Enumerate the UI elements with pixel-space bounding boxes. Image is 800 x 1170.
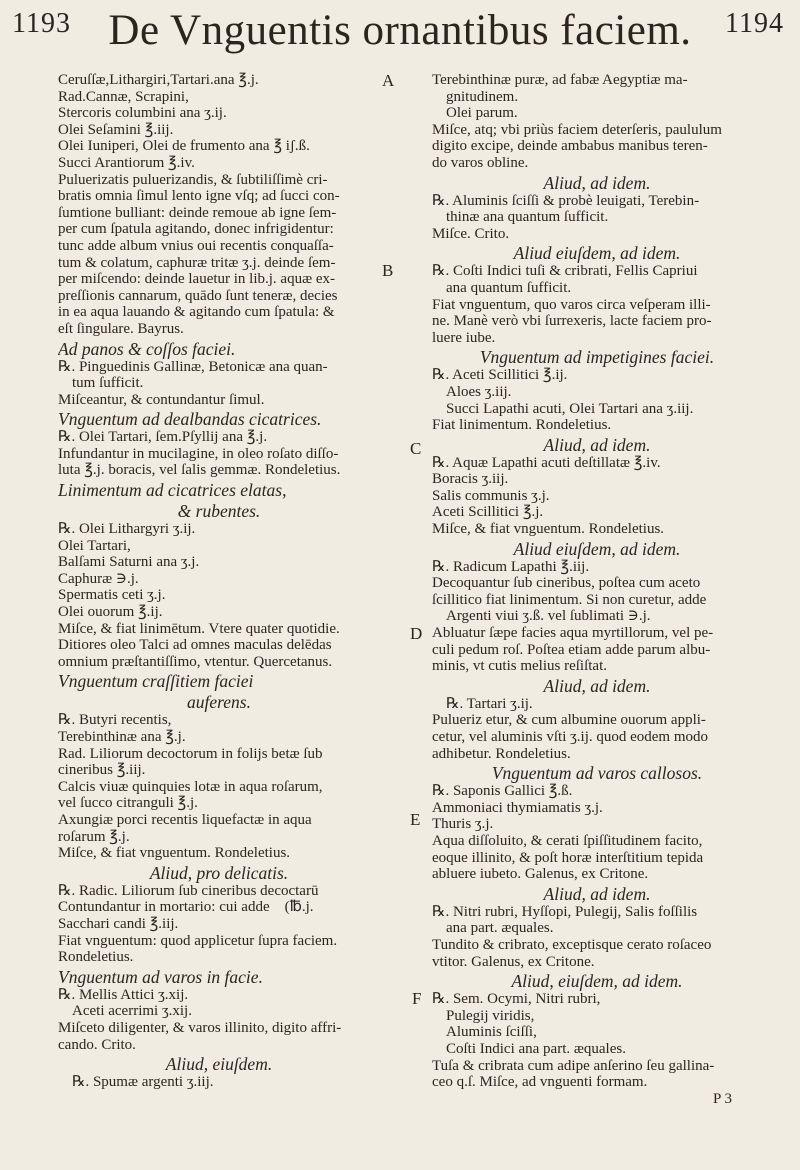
right-text-line: do varos obline. (432, 154, 529, 171)
right-text-line: ℞. Tartari ʒ.ij. (446, 695, 533, 712)
left-text-line: in ea aqua lauando & agitando cum ſpatula: & (58, 304, 335, 321)
left-text-line: Stercoris columbini ana ʒ.ij. (58, 105, 227, 122)
right-text-line: Aceti Scillitici ℥.j. (432, 504, 544, 521)
right-recipe-heading: Vnguentum ad impetigines faciei. (479, 347, 715, 368)
right-text-line: digito excipe, deinde ambabus manibus teren- (432, 138, 708, 155)
right-text-line: thinæ ana quantum ſufficit. (446, 209, 609, 226)
right-text-line: Abluatur ſæpe facies aqua myrtillorum, vel pe- (432, 625, 714, 642)
right-recipe-heading: Vnguentum ad varos callosos. (491, 763, 703, 784)
right-recipe-heading: Aliud, ad idem. (543, 675, 651, 696)
right-text-line: Pulueriz etur, & cum albumine ouorum appli- (432, 712, 706, 729)
left-text-line: luta ℥.j. boracis, vel ſalis gemmæ. Rondeletius. (58, 462, 341, 479)
right-text-line: Argenti viui ʒ.ß. vel ſublimati ∋.j. (446, 608, 651, 625)
left-text-line: ℞. Butyri recentis, (58, 712, 172, 729)
page-header (0, 0, 800, 72)
left-text-line: per miſcendo: deinde lauetur in lib.j. aquæ ex- (58, 271, 336, 288)
left-text-column (58, 72, 380, 1091)
right-text-line: Tundito & cribrato, exceptisque cerato roſaceo (432, 936, 712, 953)
right-recipe-heading: Aliud, ad idem. (543, 434, 651, 455)
left-text-line: Olei Seſamini ℥.iij. (58, 121, 174, 138)
left-text-line: Rondeletius. (58, 949, 134, 966)
left-text-line: Ceruſſæ,Lithargiri,Tartari.ana ℥.j. (58, 72, 259, 88)
left-text-line: Olei ouorum ℥.ij. (58, 604, 163, 621)
left-text-line: Aceti acerrimi ʒ.xij. (72, 1003, 192, 1020)
right-text-line: ℞. Nitri rubri, Hyſſopi, Pulegij, Salis foſſilis (432, 903, 698, 920)
left-text-line: tum ſufficit. (72, 375, 144, 392)
right-text-line: ceo q.ſ. Miſce, ad vnguenti formam. (432, 1074, 648, 1091)
left-text-line: Axungiæ porci recentis liquefactæ in aqua (58, 811, 312, 828)
margin-letter-f: F (412, 989, 422, 1008)
right-text-line: gnitudinem. (446, 88, 519, 105)
right-text-line: ne. Manè verò vbi ſurrexeris, lacte faciem pro- (432, 313, 712, 330)
left-text-line: Miſceantur, & contundantur ſimul. (58, 391, 265, 408)
margin-letter-d: D (410, 624, 423, 643)
left-text-line: eſt ſingulare. Bayrus. (58, 320, 184, 337)
left-text-line: ℞. Olei Tartari, ſem.Pſyllij ana ℥.j. (58, 429, 268, 446)
left-text-line: tum & colatum, caphuræ tritæ ʒ.j. deinde ſem- (58, 254, 336, 271)
left-text-line: Rad. Liliorum decoctorum in folijs betæ ſub (58, 745, 323, 762)
right-text-line: minis, vt cutis melius reſiſtat. (432, 658, 607, 675)
right-text-line: luere iube. (432, 329, 496, 346)
left-text-line: Miſce, & fiat linimētum. Vtere quater quotidie. (58, 620, 340, 637)
right-text-line: Miſce, & fiat vnguentum. Rondeletius. (432, 521, 665, 538)
margin-letter-b: B (382, 261, 394, 280)
right-text-line: adhibetur. Rondeletius. (432, 745, 571, 762)
right-text-line: Terebinthinæ puræ, ad fabæ Aegyptiæ ma- (432, 72, 688, 88)
left-text-line: Fiat vnguentum: quod applicetur ſupra faciem. (58, 932, 338, 949)
margin-letter-a: A (382, 71, 395, 90)
right-recipe-heading: Aliud eiuſdem, ad idem. (513, 538, 681, 559)
left-text-line: Miſce, & fiat vnguentum. Rondeletius. (58, 845, 291, 862)
right-text-line: ℞. Aluminis ſciſſi & probè leuigati, Terebin- (432, 192, 700, 209)
right-text-line: eoque illinito, & poſt horæ interſtitium tepida (432, 849, 704, 866)
left-text-line: Succi Arantiorum ℥.iv. (58, 154, 195, 171)
left-text-line: ℞. Pinguedinis Gallinæ, Betonicæ ana quan- (58, 358, 328, 375)
right-text-column (432, 72, 762, 1107)
left-text-line: per cum ſpatula agitando, donec infrigidentur: (58, 221, 334, 238)
left-text-line: Balſami Saturni ana ʒ.j. (58, 554, 200, 571)
left-text-line: Olei Iuniperi, Olei de frumento ana ℥ iʃ.ß. (58, 138, 310, 155)
left-text-line: Spermatis ceti ʒ.j. (58, 587, 166, 604)
right-text-line: Thuris ʒ.j. (432, 816, 494, 833)
right-text-line: Olei parum. (446, 105, 518, 122)
right-text-line: Aluminis ſciſſi, (446, 1024, 537, 1041)
left-text-line: cando. Crito. (58, 1036, 136, 1053)
right-recipe-heading: Aliud, ad idem. (543, 883, 651, 904)
right-text-line: Fiat vnguentum, quo varos circa veſperam illi- (432, 296, 711, 313)
right-text-line: vtitor. Galenus, ex Critone. (432, 953, 595, 970)
right-text-line: ana quantum ſufficit. (446, 279, 572, 296)
right-text-line: Boracis ʒ.iij. (432, 471, 509, 488)
page-title: De Vnguentis ornantibus faciem. (108, 7, 692, 54)
right-text-line: Decoquantur ſub cineribus, poſtea cum aceto (432, 575, 701, 592)
margin-letter-e: E (410, 810, 421, 829)
left-text-line: Contundantur in mortario: cui adde (℔.j. (58, 899, 314, 916)
right-text-line: ℞. Coſti Indici tuſi & cribrati, Fellis Capriui (432, 263, 698, 280)
left-text-line: preſſionis cannarum, quādo ſunt teneræ, decies (58, 287, 338, 304)
right-text-line: Aqua diſſoluito, & cerati ſpiſſitudinem facito, (432, 832, 703, 849)
right-text-line: ſcillitico fiat linimentum. Si non curetur, adde (432, 591, 707, 608)
margin-letter-c: C (410, 439, 422, 458)
left-text-line: Puluerizatis puluerizandis, & ſubtiliſſimè cri- (58, 171, 328, 188)
right-text-line: ℞. Saponis Gallici ℥.ß. (432, 783, 573, 800)
left-recipe-heading: Linimentum ad cicatrices elatas, (58, 480, 287, 501)
right-text-line: culi pedum roſ. Poſtea etiam adde parum albu- (432, 641, 711, 658)
right-text-line: Tuſa & cribrata cum adipe anſerino ſeu gallina- (432, 1057, 715, 1074)
left-text-line: ℞. Mellis Attici ʒ.xij. (58, 986, 189, 1003)
left-text-line: tunc adde album vnius oui recentis conquaſſa- (58, 237, 334, 254)
left-text-line: Sacchari candi ℥.iij. (58, 915, 179, 932)
right-text-line: ℞. Radicum Lapathi ℥.iij. (432, 558, 590, 575)
left-recipe-heading: & rubentes. (177, 501, 261, 522)
right-text-line: Pulegij viridis, (446, 1007, 535, 1024)
left-text-line: ℞. Spumæ argenti ʒ.iij. (72, 1074, 214, 1091)
right-text-line: abluere iubeto. Galenus, ex Critone. (432, 866, 649, 883)
left-text-line: roſarum ℥.j. (58, 828, 130, 845)
right-text-line: ana part. æquales. (446, 920, 554, 937)
right-text-line: Miſce, atq; vbi priùs faciem deterſeris, paululum (432, 121, 722, 138)
left-recipe-heading: Vnguentum ad dealbandas cicatrices. (58, 409, 322, 430)
page-number-left: 1193 (12, 8, 71, 39)
right-text-line: Aloes ʒ.iij. (446, 383, 512, 400)
left-text-line: omnium præſtantiſſimo, vtentur. Quercetanus. (58, 653, 333, 670)
left-text-line: Rad.Cannæ, Scrapini, (58, 88, 189, 105)
right-text-line: ℞. Sem. Ocymi, Nitri rubri, (432, 991, 601, 1008)
left-text-line: ℞. Radic. Liliorum ſub cineribus decoctarū (58, 882, 319, 899)
left-recipe-heading: Ad panos & coſſos faciei. (58, 338, 236, 359)
right-recipe-heading: Aliud, eiuſdem, ad idem. (511, 971, 683, 992)
left-text-line: ſumtione bulliant: deinde remoue ab igne ſem- (58, 204, 337, 221)
left-recipe-heading: Aliud, pro delicatis. (149, 862, 289, 883)
right-text-line: Succi Lapathi acuti, Olei Tartari ana ʒ.iij. (446, 400, 694, 417)
right-text-line: ℞. Aceti Scillitici ℥.ij. (432, 367, 568, 384)
right-text-line: cetur, vel aluminis vſti ʒ.ij. quod eodem modo (432, 729, 709, 745)
right-text-line: ℞. Aquæ Lapathi acuti deſtillatæ ℥.iv. (432, 454, 661, 471)
left-recipe-heading: Vnguentum craſſitiem faciei (58, 671, 254, 692)
right-text-line: Salis communis ʒ.j. (432, 487, 550, 504)
right-text-line: Miſce. Crito. (432, 225, 510, 242)
left-text-line: vel ſucco citranguli ℥.j. (58, 795, 198, 812)
left-text-line: Miſceto diligenter, & varos illinito, digito affri- (58, 1019, 342, 1036)
left-recipe-heading: Vnguentum ad varos in facie. (58, 966, 263, 987)
right-text-line: Fiat linimentum. Rondeletius. (432, 417, 612, 434)
left-text-line: Infundantur in mucilagine, in oleo roſato diſſo- (58, 445, 339, 462)
left-text-line: bratis omnia ſimul lento igne vſq; ad ſucci con- (58, 188, 340, 205)
left-text-line: Terebinthinæ ana ℥.j. (58, 729, 186, 745)
right-text-line: Ammoniaci thymiamatis ʒ.j. (432, 799, 603, 816)
right-catchword: P 3 (712, 1090, 732, 1107)
left-text-line: cineribus ℥.iij. (58, 762, 146, 779)
left-text-line: Calcis viuæ quinquies lotæ in aqua roſarum, (58, 778, 323, 795)
left-recipe-heading: auferens. (187, 692, 251, 713)
right-recipe-heading: Aliud eiuſdem, ad idem. (513, 243, 681, 264)
left-text-line: Ditiores oleo Talci ad omnes maculas delēdas (58, 637, 332, 654)
left-text-line: ℞. Olei Lithargyri ʒ.ij. (58, 521, 196, 538)
left-text-line: Caphuræ ∋.j. (58, 570, 139, 587)
right-recipe-heading: Aliud, ad idem. (543, 172, 651, 193)
left-recipe-heading: Aliud, eiuſdem. (165, 1054, 273, 1075)
right-text-line: Coſti Indici ana part. æquales. (446, 1040, 626, 1057)
page-number-right: 1194 (725, 8, 784, 39)
left-text-line: Olei Tartari, (58, 537, 131, 554)
